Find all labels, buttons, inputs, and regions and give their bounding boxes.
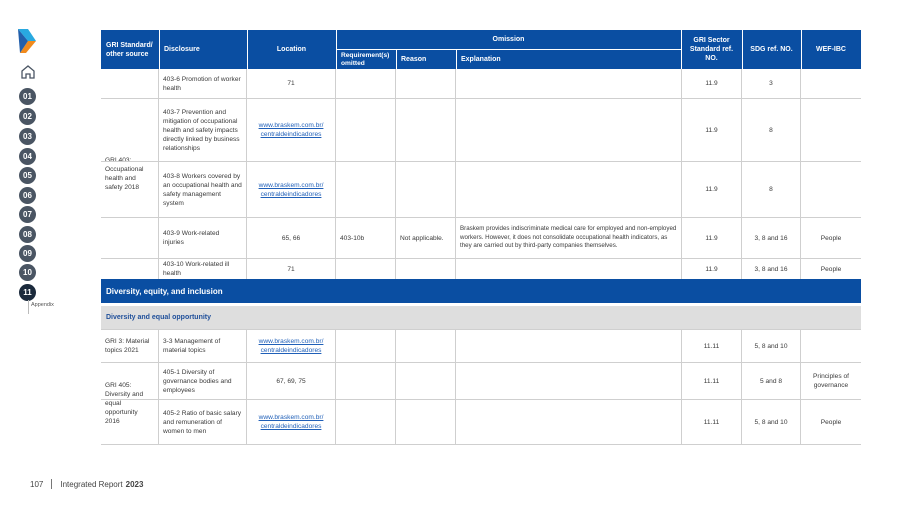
table-row	[101, 69, 861, 99]
disclosure-cell: 403-7 Prevention and mitigation of occupational health and safety impacts directly linked by business relationships	[159, 99, 247, 161]
location-cell: 67, 69, 75	[247, 363, 336, 399]
sector-cell: 11.11	[682, 363, 742, 399]
gri-content-table	[101, 30, 861, 445]
disclosure-cell: 3-3 Management of material topics	[159, 330, 247, 362]
sector-cell: 11.11	[682, 330, 742, 362]
sector-cell: 11.11	[682, 400, 742, 444]
disclosure-cell: 403-8 Workers covered by an occupational health and safety management system	[159, 162, 247, 217]
wef-cell	[801, 162, 861, 217]
page-footer	[30, 479, 143, 489]
header-explanation: Explanation	[461, 56, 501, 63]
table-row	[101, 259, 861, 279]
sector-cell: 11.9	[682, 99, 742, 161]
standard-cell: GRI 3: Material topics 2021	[101, 330, 159, 362]
nav-chapter-03[interactable]: 03	[19, 128, 36, 145]
group-label: GRI 405: Diversity and equal opportunity 2016	[101, 363, 159, 444]
table-row	[101, 363, 861, 400]
sector-cell: 11.9	[682, 259, 742, 279]
sdg-cell: 8	[742, 162, 801, 217]
sdg-cell: 5, 8 and 10	[742, 400, 801, 444]
disclosure-cell: 403-6 Promotion of worker health	[159, 69, 247, 98]
location-link[interactable]: www.braskem.com.br/ centraldeindicadores	[247, 99, 336, 161]
header-omission: Omission	[492, 36, 525, 43]
wef-cell: People	[820, 418, 842, 426]
sdg-cell: 3	[742, 69, 801, 98]
nav-chapter-11[interactable]: 11	[19, 284, 36, 301]
disclosure-cell: 403-10 Work-related ill health	[159, 259, 247, 279]
wef-cell	[801, 99, 861, 161]
group-gri-403	[101, 69, 861, 279]
report-name: Integrated Report	[60, 479, 123, 489]
table-row	[101, 99, 861, 162]
header-location: Location	[276, 46, 307, 53]
sdg-cell: 5, 8 and 10	[742, 330, 801, 362]
header-gri-standard: GRI Standard/ other source	[106, 41, 153, 58]
explanation-cell: Braskem provides indiscriminate medical care for employed and non-employed workers. However, it does not consolidate occupational health indicators, as they are carried out by third-party companies themselves.	[456, 218, 682, 258]
header-gri-sector: GRI Sector Standard ref. NO.	[689, 37, 734, 62]
header-requirements: Requirement(s) omitted	[341, 51, 390, 67]
reason-cell: Not applicable.	[396, 218, 456, 258]
nav-chapter-09[interactable]: 09	[19, 245, 36, 262]
header-sdg: SDG ref. NO.	[750, 46, 793, 53]
sector-cell: 11.9	[682, 162, 742, 217]
sdg-cell: 3, 8 and 16	[742, 218, 801, 258]
wef-cell: Principles of governance	[813, 373, 849, 389]
nav-chapter-05[interactable]: 05	[19, 167, 36, 184]
location-cell: 71	[247, 69, 336, 98]
nav-active-marker	[28, 300, 29, 314]
nav-chapter-08[interactable]: 08	[19, 226, 36, 243]
group-gri-405	[101, 363, 861, 445]
table-row	[101, 400, 861, 444]
disclosure-cell: 403-9 Work-related injuries	[159, 218, 247, 258]
location-link[interactable]: www.braskem.com.br/ centraldeindicadores	[247, 162, 336, 217]
header-disclosure: Disclosure	[164, 46, 200, 53]
table-row	[101, 330, 861, 363]
sdg-cell: 8	[742, 99, 801, 161]
subsection-title: Diversity and equal opportunity	[101, 306, 861, 330]
nav-chapter-01[interactable]: 01	[19, 88, 36, 105]
requirement-cell: 403-10b	[336, 218, 396, 258]
location-link[interactable]: www.braskem.com.br/ centraldeindicadores	[247, 330, 336, 362]
location-link[interactable]: www.braskem.com.br/ centraldeindicadores	[247, 400, 336, 444]
nav-chapter-07[interactable]: 07	[19, 206, 36, 223]
section-title: Diversity, equity, and inclusion	[101, 279, 861, 303]
sector-cell: 11.9	[682, 69, 742, 98]
sdg-cell: 5 and 8	[742, 363, 801, 399]
table-header	[101, 30, 861, 69]
sdg-cell: 3, 8 and 16	[742, 259, 801, 279]
report-year: 2023	[125, 479, 144, 489]
location-cell: 65, 66	[247, 218, 336, 258]
table-row	[101, 162, 861, 218]
table-row	[101, 218, 861, 259]
nav-chapter-04[interactable]: 04	[19, 148, 36, 165]
nav-chapter-06[interactable]: 06	[19, 187, 36, 204]
location-cell: 71	[247, 259, 336, 279]
sector-cell: 11.9	[682, 218, 742, 258]
nav-chapter-02[interactable]: 02	[19, 108, 36, 125]
disclosure-cell: 405-1 Diversity of governance bodies and employees	[159, 363, 247, 399]
home-icon[interactable]	[20, 64, 36, 80]
nav-chapter-10[interactable]: 10	[19, 264, 36, 281]
wef-cell: People	[820, 234, 842, 242]
header-wef-ibc: WEF-IBC	[816, 46, 846, 53]
disclosure-cell: 405-2 Ratio of basic salary and remuneration of women to men	[159, 400, 247, 444]
wef-cell	[801, 69, 861, 98]
braskem-logo[interactable]	[18, 29, 36, 53]
group-label: GRI 403: Occupational health and safety 2018	[101, 69, 159, 279]
header-reason: Reason	[401, 56, 427, 63]
nav-active-label: Appendix	[31, 302, 54, 308]
page-number: 107	[30, 479, 44, 489]
wef-cell	[801, 330, 861, 362]
wef-cell: People	[820, 265, 842, 273]
